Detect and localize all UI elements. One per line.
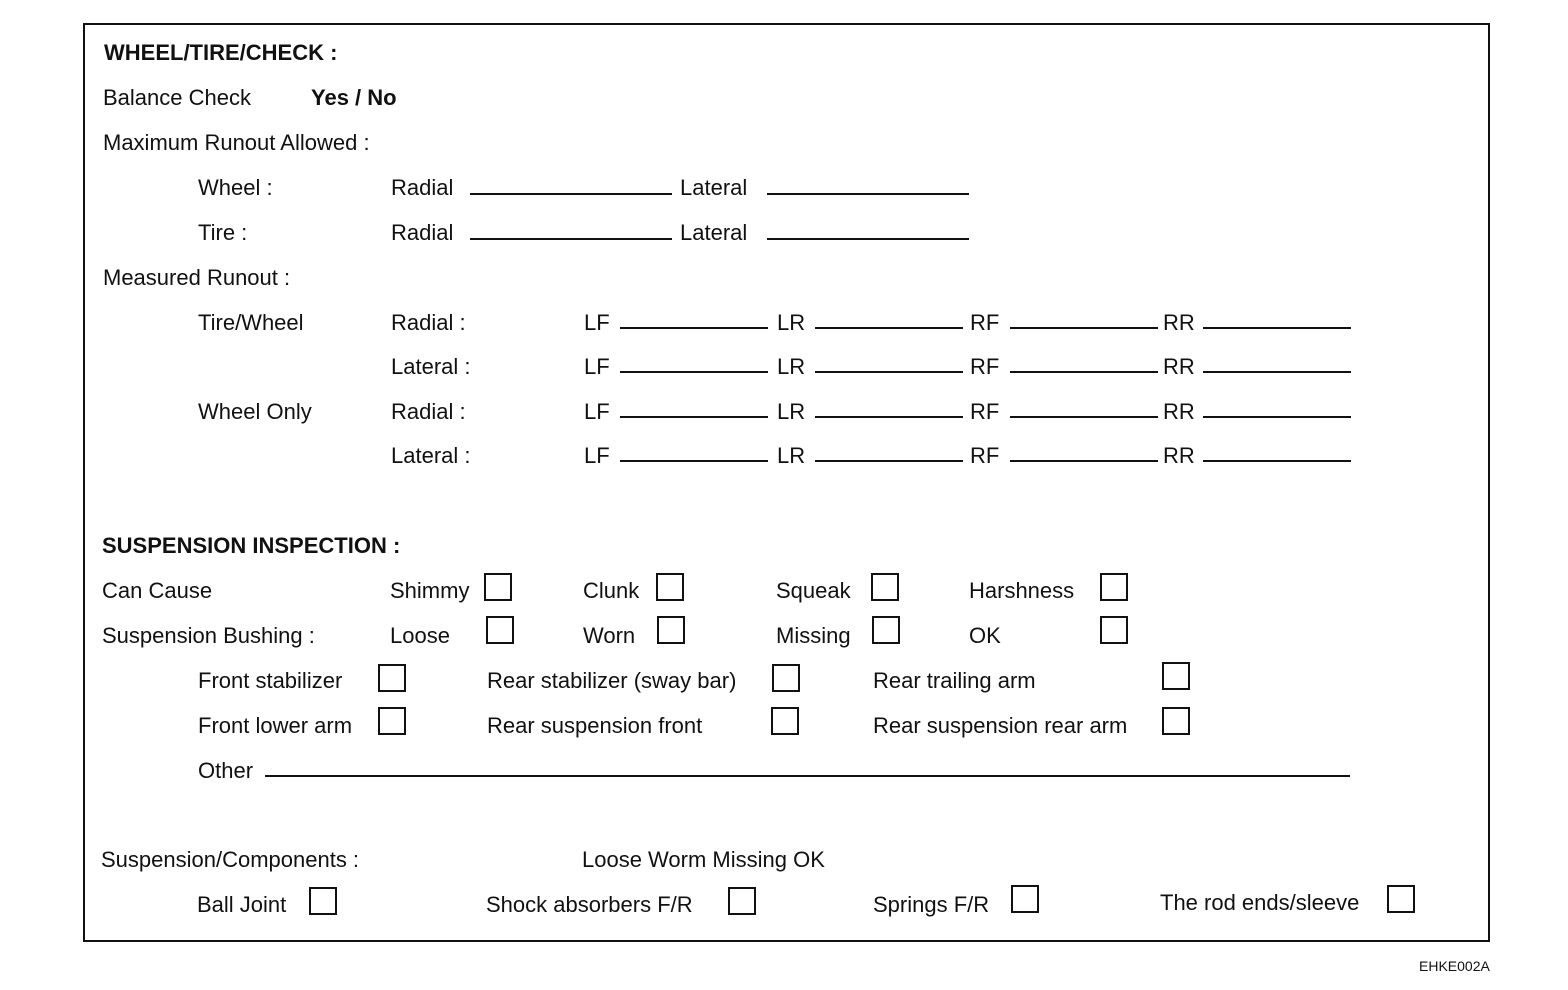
suspension-bushing-label: Suspension Bushing : [102,623,315,648]
worn-checkbox[interactable] [657,616,685,644]
rear-stabilizer-label: Rear stabilizer (sway bar) [487,668,737,693]
shock-absorbers-label: Shock absorbers F/R [486,892,693,917]
max-runout-label: Maximum Runout Allowed : [103,130,370,155]
runout-row-2-position-label: RR [1163,354,1195,379]
clunk-label: Clunk [583,578,640,603]
loose-checkbox[interactable] [486,616,514,644]
balance-check-label: Balance Check [103,85,251,110]
front-stabilizer-label: Front stabilizer [198,668,343,693]
runout-row-4-value-field[interactable] [815,460,963,462]
runout-row-2-value-field[interactable] [620,371,768,373]
runout-row-1-value-field[interactable] [620,327,768,329]
missing-checkbox[interactable] [872,616,900,644]
runout-row-1-position-label: RR [1163,310,1195,335]
other-label: Other [198,758,254,783]
runout-row-1-value-field[interactable] [1203,327,1351,329]
runout-row-3-value-field[interactable] [620,416,768,418]
runout-row-1-value-field[interactable] [815,327,963,329]
balance-yes-no[interactable]: Yes / No [311,85,397,110]
wheel-radial-field[interactable] [470,193,672,195]
tire-lateral-label: Lateral [680,220,748,245]
runout-row-4-value-field[interactable] [620,460,768,462]
worn-label: Worn [583,623,636,648]
harshness-checkbox[interactable] [1100,573,1128,601]
tire-wheel-label: Tire/Wheel [198,310,304,335]
shimmy-checkbox[interactable] [484,573,512,601]
wheel-label: Wheel : [198,175,273,200]
harshness-label: Harshness [969,578,1075,603]
rear-suspension-front-label: Rear suspension front [487,713,703,738]
runout-row-2-value-field[interactable] [1203,371,1351,373]
rear-suspension-rear-arm-label: Rear suspension rear arm [873,713,1128,738]
runout-row-3-position-label: RR [1163,399,1195,424]
runout-row-1-value-field[interactable] [1010,327,1158,329]
runout-row-2-position-label: LR [777,354,806,379]
tire-radial-label: Radial [391,220,454,245]
can-cause-label: Can Cause [102,578,213,603]
runout-row-4-value-field[interactable] [1203,460,1351,462]
runout-row-3-value-field[interactable] [1010,416,1158,418]
tire-label: Tire : [198,220,248,245]
squeak-checkbox[interactable] [871,573,899,601]
wheel-only-label: Wheel Only [198,399,312,424]
wheel-tire-heading: WHEEL/TIRE/CHECK : [104,40,338,65]
runout-row-4-label: Lateral : [391,443,471,468]
ok-checkbox[interactable] [1100,616,1128,644]
runout-row-3-position-label: LF [584,399,610,424]
squeak-label: Squeak [776,578,851,603]
ball-joint-label: Ball Joint [197,892,287,917]
runout-row-2-position-label: LF [584,354,610,379]
clunk-checkbox[interactable] [656,573,684,601]
runout-row-1-position-label: LF [584,310,610,335]
components-label: Suspension/Components : [101,847,360,872]
wheel-lateral-field[interactable] [767,193,969,195]
runout-row-1-label: Radial : [391,310,466,335]
other-field[interactable] [265,775,1350,777]
ball-joint-checkbox[interactable] [309,887,337,915]
runout-row-3-label: Radial : [391,399,466,424]
springs-checkbox[interactable] [1011,885,1039,913]
front-lower-arm-label: Front lower arm [198,713,353,738]
runout-row-3-position-label: LR [777,399,806,424]
runout-row-4-position-label: LR [777,443,806,468]
rear-suspension-front-checkbox[interactable] [771,707,799,735]
wheel-lateral-label: Lateral [680,175,748,200]
runout-row-4-position-label: LF [584,443,610,468]
suspension-heading: SUSPENSION INSPECTION : [102,533,401,558]
figure-code: EHKE002A [1419,958,1490,974]
form-frame [83,23,1490,942]
runout-row-2-label: Lateral : [391,354,471,379]
rear-trailing-arm-label: Rear trailing arm [873,668,1036,693]
tire-radial-field[interactable] [470,238,672,240]
front-lower-arm-checkbox[interactable] [378,707,406,735]
springs-label: Springs F/R [873,892,990,917]
measured-runout-label: Measured Runout : [103,265,291,290]
runout-row-4-position-label: RR [1163,443,1195,468]
runout-row-4-value-field[interactable] [1010,460,1158,462]
runout-row-2-value-field[interactable] [815,371,963,373]
loose-label: Loose [390,623,450,648]
tire-lateral-field[interactable] [767,238,969,240]
runout-row-3-value-field[interactable] [1203,416,1351,418]
shock-absorbers-checkbox[interactable] [728,887,756,915]
runout-row-2-value-field[interactable] [1010,371,1158,373]
runout-row-1-position-label: RF [970,310,1000,335]
rod-ends-checkbox[interactable] [1387,885,1415,913]
ok-label: OK [969,623,1001,648]
components-status-header: Loose Worm Missing OK [582,847,825,872]
missing-label: Missing [776,623,851,648]
runout-row-2-position-label: RF [970,354,1000,379]
shimmy-label: Shimmy [390,578,470,603]
runout-row-4-position-label: RF [970,443,1000,468]
runout-row-3-position-label: RF [970,399,1000,424]
rear-suspension-rear-arm-checkbox[interactable] [1162,707,1190,735]
rear-stabilizer-checkbox[interactable] [772,664,800,692]
rod-ends-label: The rod ends/sleeve [1160,890,1360,915]
front-stabilizer-checkbox[interactable] [378,664,406,692]
runout-row-1-position-label: LR [777,310,806,335]
runout-row-3-value-field[interactable] [815,416,963,418]
wheel-radial-label: Radial [391,175,454,200]
rear-trailing-arm-checkbox[interactable] [1162,662,1190,690]
